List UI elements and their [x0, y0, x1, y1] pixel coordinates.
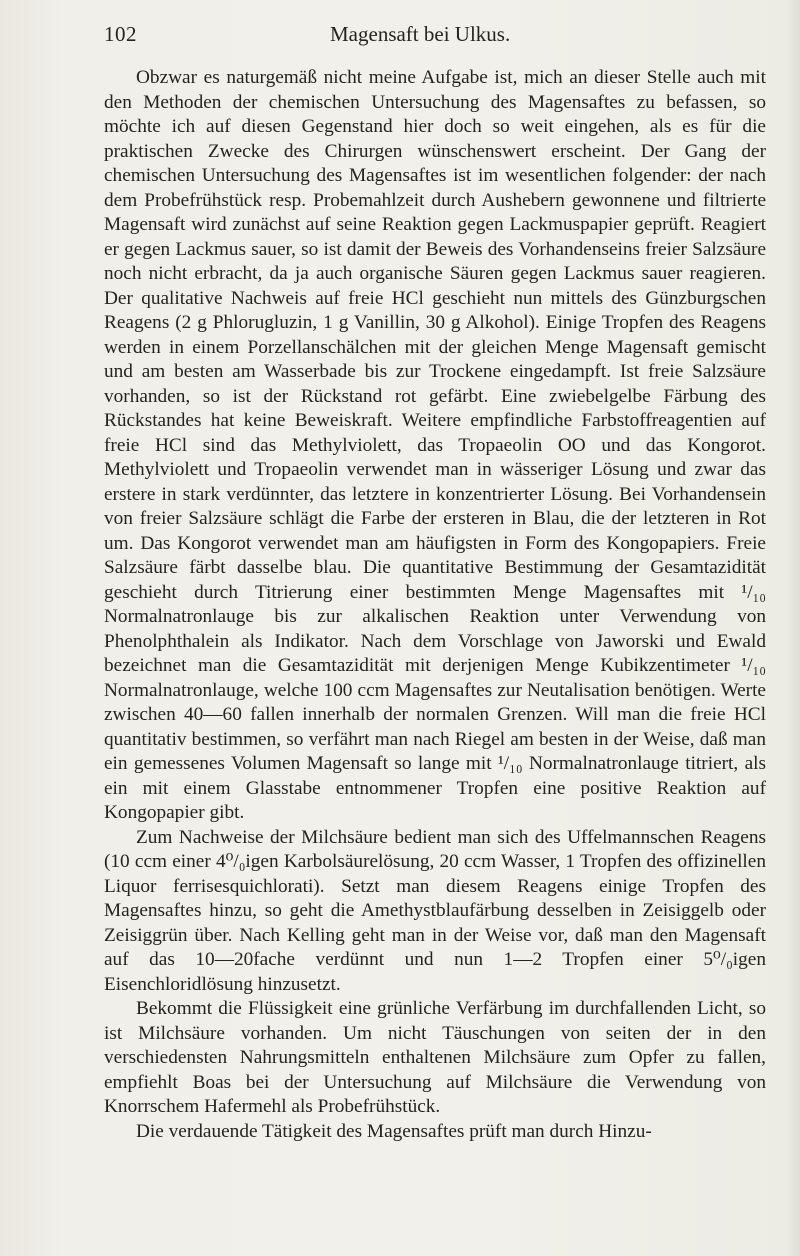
page-header — [104, 22, 762, 52]
paragraph-digestion: Die verdauende Tätigkeit des Magensaftes prüft man durch Hinzu- — [136, 1120, 652, 1142]
page-number: 102 — [104, 22, 137, 46]
paragraph-lactic-acid: Zum Nachweise der Milchsäure bedient man sich des Uffelmannschen Reagens (10 ccm einer 4⁰/₀igen Karbolsäurelösung, 20 ccm Wasser, 1 Tropfen des offizinellen Liquor ferrisesquichlorati). Setzt man diesem Reagens einige Tropfen des Magensaftes hinzu, so geht die Amethystblaufärbung desselben in Zeisiggelb oder Zeisiggrün über. Nach Kelling geht man in der Weise vor, daß man den Magensaft auf das 10—20fache verdünnt und nun 1—2 Tropfen einer 5⁰/₀igen Eisenchloridlösung hinzusetzt. — [104, 826, 766, 995]
paragraph-hcl-analysis: Obzwar es naturgemäß nicht meine Aufgabe ist, mich an dieser Stelle auch mit den Methoden der chemischen Untersuchung des Magensaftes zu befassen, so möchte ich auf diesen Gegenstand hier doch so weit eingehen, als es für die praktischen Zwecke des Chirurgen wünschenswert erscheint. Der Gang der chemischen Untersuchung des Magensaftes ist im wesentlichen folgender: der nach dem Probefrühstück resp. Probemahlzeit durch Aushebern gewonnene und filtrierte Magensaft wird zunächst auf seine Reaktion gegen Lackmuspapier geprüft. Reagiert er gegen Lackmus sauer, so ist damit der Beweis des Vorhandenseins freier Salzsäure noch nicht erbracht, da ja auch organische Säuren gegen Lackmus sauer reagieren. Der qualitative Nachweis auf freie HCl geschieht nun mittels des Günzburgschen Reagens (2 g Phlorugluzin, 1 g Vanillin, 30 g Alkohol). Einige Tropfen des Reagens werden in einem Porzellanschälchen mit der gleichen Menge Magensaft gemischt und am besten am Wasserbade bis zur Trockene eingedampft. Ist freie Salzsäure vorhanden, so ist der Rückstand rot gefärbt. Eine zwiebelgelbe Färbung des Rückstandes hat keine Beweiskraft. Weitere empfindliche Farbstoffreagentien auf freie HCl sind das Methylviolett, das Tropaeolin OO und das Kongorot. Methylviolett und Tropaeolin verwendet man in wässeriger Lösung und zwar das erstere in stark verdünnter, das letztere in konzentrierter Lösung. Bei Vorhandensein von freier Salzsäure schlägt die Farbe der ersteren in Blau, die der letzteren in Rot um. Das Kongorot verwendet man am häufigsten in Form des Kongopapiers. Freie Salzsäure färbt dasselbe blau. Die quantitative Bestimmung der Gesamtazidität geschieht durch Titrierung einer bestimmten Menge Magensaftes mit ¹/₁₀ Normalnatronlauge bis zur alkalischen Reaktion unter Verwendung von Phenolphthalein als Indikator. Nach dem Vorschlage von Jaworski und Ewald bezeichnet man die Gesamtazidität mit derjenigen Menge Kubikzentimeter ¹/₁₀ Normalnatronlauge, welche 100 ccm Magensaftes zur Neutalisation benötigen. Werte zwischen 40—60 fallen innerhalb der normalen Grenzen. Will man die freie HCl quantitativ bestimmen, so verfährt man nach Riegel am besten in der Weise, daß man ein gemessenes Volumen Magensaft so lange mit ¹/₁₀ Normalnatronlauge titriert, als ein mit einem Glasstabe entnommener Tropfen eine positive Reaktion auf Kongopapier gibt. — [104, 67, 766, 823]
body-text — [104, 66, 766, 1144]
paragraph-lactic-acid-result: Bekommt die Flüssigkeit eine grünliche Verfärbung im durchfallenden Licht, so ist Milchsäure vorhanden. Um nicht Täuschungen von seiten der in den verschiedensten Nahrungsmitteln enthaltenen Milchsäure zum Opfer zu fallen, empfiehlt Boas bei der Untersuchung auf Milchsäure die Verwendung von Knorrschem Hafermehl als Probefrühstück. — [104, 998, 766, 1117]
running-title: Magensaft bei Ulkus. — [330, 22, 511, 46]
page-edge-shadow — [786, 0, 800, 1256]
